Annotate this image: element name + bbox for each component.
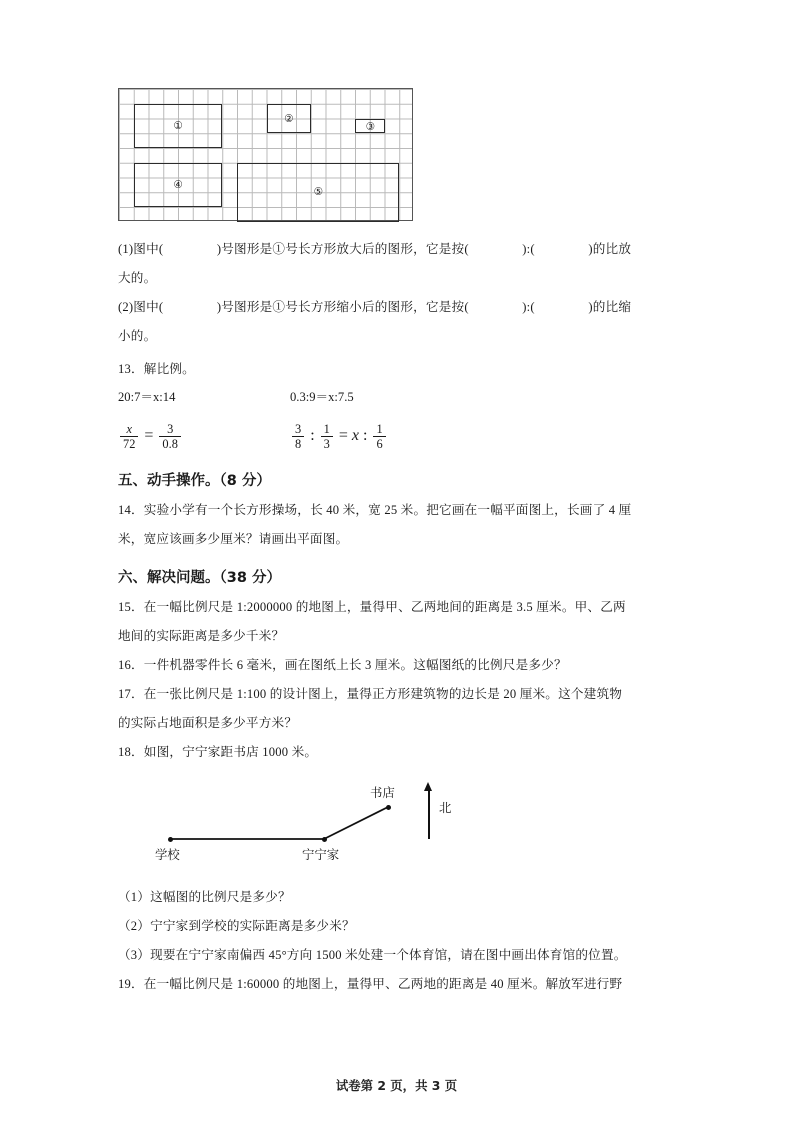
ratio-colon-2: : — [363, 427, 368, 444]
north-arrow-head — [424, 782, 432, 791]
equation-1: 20:7＝x:14 — [118, 390, 176, 404]
fraction-numerator: 1 — [323, 421, 330, 436]
figure-enlarge-reduce-grid — [118, 88, 413, 221]
point-school — [168, 837, 173, 842]
variable-x: x — [351, 427, 359, 444]
equation-4 — [290, 422, 490, 451]
shape-5 — [237, 163, 399, 222]
point-home — [322, 837, 327, 842]
section-6-heading: 六、解决问题。（38 分） — [118, 570, 281, 586]
fraction-numerator: 3 — [167, 421, 174, 436]
fraction-numerator: x — [126, 421, 132, 436]
equals-sign: = — [144, 427, 154, 444]
shape-4-label: ④ — [173, 178, 183, 191]
figure-map-school-bookstore — [138, 777, 478, 877]
fraction-x-over-72 — [120, 422, 138, 451]
question-12-part1: (1)图中( )号图形是①号长方形放大后的图形，它是按( ):( )的比放 — [118, 242, 632, 256]
question-13-title: 13．解比例。 — [118, 362, 195, 376]
label-bookstore: 书店 — [370, 786, 395, 800]
question-14-line2: 米，宽应该画多少厘米？请画出平面图。 — [118, 532, 349, 546]
shape-3 — [355, 119, 385, 134]
question-16: 16．一件机器零件长 6 毫米，画在图纸上长 3 厘米。这幅图纸的比例尺是多少？ — [118, 658, 567, 672]
fraction-denominator: 3 — [321, 436, 333, 451]
question-15-line1: 15．在一幅比例尺是 1:2000000 的地图上，量得甲、乙两地间的距离是 3.5 厘米。甲、乙两 — [118, 600, 626, 614]
fraction-denominator: 6 — [373, 436, 385, 451]
question-19: 19．在一幅比例尺是 1:60000 的地图上，量得甲、乙两地的距离是 40 厘米。解放军进行野 — [118, 977, 623, 991]
page-content — [118, 88, 678, 999]
shape-1-label: ① — [173, 119, 183, 132]
shape-2-label: ② — [284, 112, 294, 125]
question-18-sub2: （2）宁宁家到学校的实际距离是多少米？ — [118, 919, 355, 933]
ratio-colon: : — [310, 427, 315, 444]
shape-4 — [134, 163, 223, 207]
question-12-part2: (2)图中( )号图形是①号长方形缩小后的图形，它是按( ):( )的比缩 — [118, 300, 632, 314]
question-17-line1: 17．在一张比例尺是 1:100 的设计图上，量得正方形建筑物的边长是 20 厘米。这个建筑物 — [118, 687, 623, 701]
question-12-part1-cont: 大的。 — [118, 271, 157, 285]
fraction-denominator: 0.8 — [159, 436, 181, 451]
question-18-sub3: （3）现要在宁宁家南偏西 45°方向 1500 米处建一个体育馆，请在图中画出体育馆的位置。 — [118, 948, 627, 962]
question-13-equations-row2 — [118, 415, 678, 457]
fraction-denominator: 72 — [120, 436, 138, 451]
shape-2 — [267, 104, 311, 134]
fraction-1-over-6 — [373, 422, 385, 451]
fraction-numerator: 1 — [376, 421, 383, 436]
section-5-heading: 五、动手操作。（8 分） — [118, 473, 271, 489]
question-18-sub1: （1）这幅图的比例尺是多少？ — [118, 890, 291, 904]
fraction-denominator: 8 — [292, 436, 304, 451]
label-home: 宁宁家 — [302, 848, 340, 862]
north-arrow-stem — [428, 790, 430, 839]
fraction-3-over-8 — [292, 422, 304, 451]
question-14-line1: 14．实验小学有一个长方形操场，长 40 米，宽 25 米。把它画在一幅平面图上，长画了 4 厘 — [118, 503, 632, 517]
label-school: 学校 — [155, 848, 180, 862]
label-north: 北 — [439, 801, 452, 815]
question-12-part2-cont: 小的。 — [118, 329, 157, 343]
equals-sign: = — [338, 427, 348, 444]
equation-3 — [118, 422, 290, 451]
question-15-line2: 地间的实际距离是多少千米？ — [118, 629, 285, 643]
shape-3-label: ③ — [365, 120, 376, 133]
page-footer: 试卷第 2 页，共 3 页 — [335, 1078, 458, 1093]
question-17-line2: 的实际占地面积是多少平方米？ — [118, 716, 298, 730]
shape-1 — [134, 104, 223, 148]
fraction-3-over-0.8 — [159, 422, 181, 451]
question-13-equations-row1 — [118, 384, 678, 410]
equation-2: 0.3:9＝x:7.5 — [290, 390, 354, 404]
question-18: 18．如图，宁宁家距书店 1000 米。 — [118, 745, 318, 759]
fraction-1-over-3 — [321, 422, 333, 451]
fraction-numerator: 3 — [295, 421, 302, 436]
shape-5-label: ⑤ — [313, 185, 324, 198]
point-bookstore — [386, 805, 391, 810]
